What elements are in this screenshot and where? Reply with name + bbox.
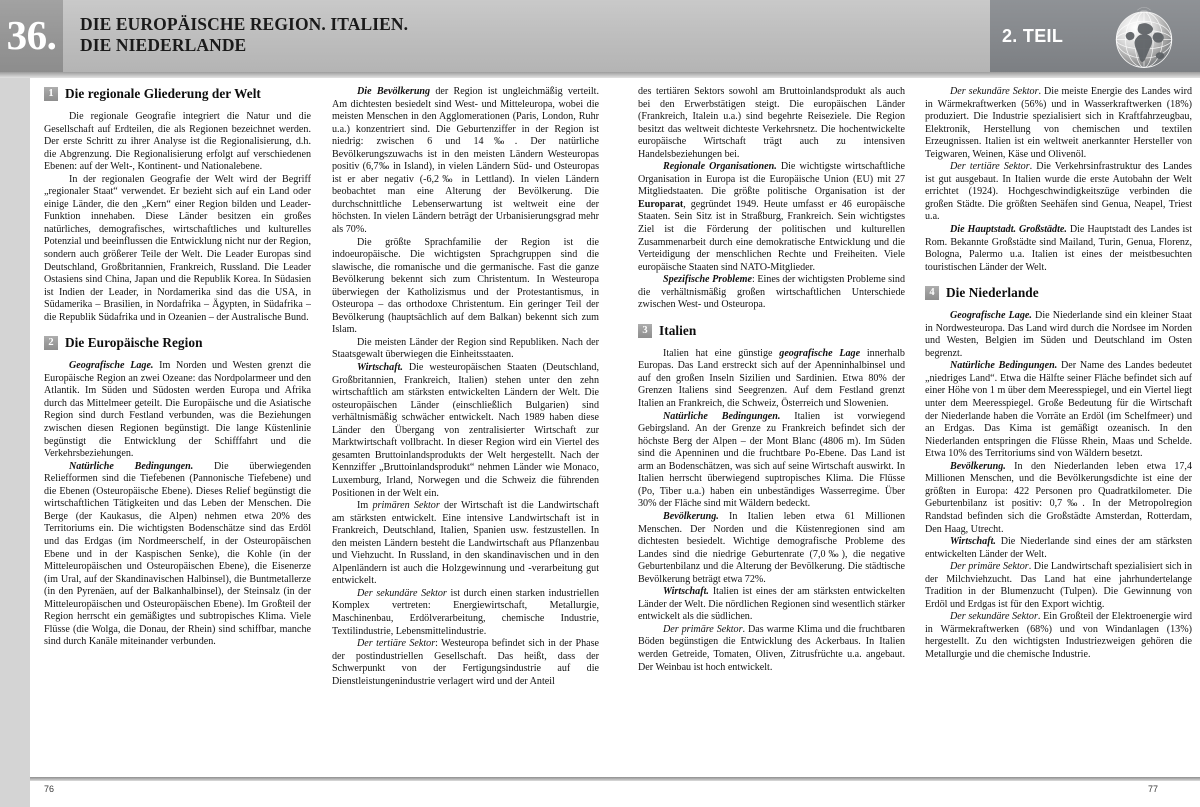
paragraph (925, 161, 1192, 224)
paragraph-emphasis: Der sekundäre Sektor (357, 587, 447, 599)
paragraph-lead-in: Natürliche Bedingungen. (69, 460, 194, 472)
paragraph-body: , gegründet 1949. Heute umfasst er 46 europäische Staaten. Sein Sitz ist in Straßburg, Frankreich. Sein wichtigstes Ziel ist die Förderung der politischen und kulturellen Zusammenarbeit durch eine demokratische Entwicklung und die Verteidigung der menschlichen Rechte und Freiheiten. Viele europäische Staaten sind NATO-Mitglieder. (638, 198, 905, 273)
paragraph-emphasis: Der sekundäre Sektor (950, 86, 1039, 97)
chapter-number-badge (0, 0, 63, 72)
paragraph-body: Italien ist eines der am stärksten entwickelten Länder der Welt. Die nördlichen Regionen sind wesentlich stärker entwickelt als die südlichen. (638, 586, 905, 623)
paragraph (638, 586, 905, 624)
paragraph-body: Die wichtigste wirtschaftliche Organisation in Europa ist die Europäische Union (EU) mit 27 Mitgliedstaaten. Die größte politische Organisation ist der (638, 161, 905, 198)
paragraph-body: ist durch einen starken industriellen Komplex vertreten: Energiewirtschaft, Metallurgie, Maschinenbau, Erdölverarbeitung, chemische Industrie, Textilindustrie, Lebensmittelindustrie. (332, 587, 599, 637)
page-title-line-2: DIE NIEDERLANDE (80, 35, 247, 55)
paragraph-lead-in: Natürliche Bedingungen. (950, 360, 1058, 372)
paragraph-lead-in: Die Hauptstadt. Großstädte. (950, 224, 1067, 236)
section-heading-3 (638, 323, 905, 339)
paragraph (925, 461, 1192, 536)
paragraph-body: Die Niederlande sind eines der am stärksten entwickelten Länder der Welt. (925, 536, 1192, 560)
paragraph-body: . Die meiste Energie des Landes wird in Wärmekraftwerken (56%) und in Wasserkraftwerken (18%) produziert. Die Industrie spezialisiert sich in Kraftfahrzeugbau, Elektronik, Herstellung von chemischen und textilen Erzeugnissen. Italien ist ein weltweit anerkannter Hersteller von Teigwaren, Weinen, Käse und Olivenöl. (925, 86, 1192, 160)
page-header (0, 0, 1200, 72)
paragraph-bold-term: Europarat (638, 198, 684, 210)
paragraph (332, 500, 599, 588)
paragraph-lead-in: Spezifische Probleme (663, 274, 752, 286)
paragraph-body: Die Hauptstadt des Landes ist Rom. Bekannte Großstädte sind Mailand, Turin, Genua, Florenz, Bologna, Palermo u.a. Italien ist eines der meistbesuchten touristischen Länder der Welt. (925, 224, 1192, 273)
paragraph-lead-in: Regionale Organisationen. (663, 161, 777, 173)
paragraph-emphasis: Der tertiäre Sektor (950, 161, 1030, 173)
paragraph (925, 310, 1192, 360)
section-number-badge: 4 (925, 286, 939, 300)
paragraph (638, 624, 905, 674)
paragraph-emphasis: primären Sektor (372, 500, 440, 512)
paragraph-lead-in: Die Bevölkerung (357, 86, 431, 97)
paragraph-emphasis: Der tertiäre Sektor (357, 638, 436, 650)
paragraph-body: : Westeuropa befindet sich in der Phase der postindustriellen Gesellschaft. Das heißt, dass der Schwerpunkt von der Fertigungsindustrie auf die Dienstleistungenindustrie verlagert wird und der Anteil (332, 638, 599, 687)
section-heading-4 (925, 285, 1192, 301)
text-column-4 (925, 86, 1192, 776)
paragraph (44, 360, 311, 460)
paragraph-body: Der Name des Landes bedeutet „niedriges Land“. Etwa die Hälfte seiner Fläche befindet sich auf einer Höhe von 1 m über dem Meeresspiegel, und ein Viertel liegt unter dem Meeresspiegel. Große Bedeutung für die Wirtschaft der Niederlande haben die Vorräte an Erdöl (im Schelfmeer) und an Erdgas. Das Kima ist gemäßigt ozeanisch. In den Niederlanden entspringen die Flüsse Rhein, Maas und Schelde. Etwa 10% des Territoriums sind von Wäldern besetzt. (925, 360, 1192, 460)
paragraph (925, 86, 1192, 161)
paragraph (332, 86, 599, 237)
paragraph-body: . Das warme Klima und die fruchtbaren Böden begünstigen die Entwicklung des Ackerbaus. In Italien werden Getreide, Tomaten, Oliven, Zitrusfrüchte u.a. angebaut. Der Weinbau ist hoch entwickelt. (638, 623, 905, 673)
paragraph-lead-in: Bevölkerung. (950, 460, 1006, 472)
section-number-badge: 3 (638, 324, 652, 338)
paragraph-body: . Die Verkehrsinfrastruktur des Landes ist gut ausgebaut. In Italien wurde die erste Autobahn der Welt errichtet (1924). Hochgeschwindigkeitszüge verbinden die großen Städte. Die größten Seehäfen sind Genua, Neapel, Triest u.a. (925, 161, 1192, 223)
header-underline (0, 72, 1200, 78)
paragraph (925, 561, 1192, 611)
paragraph-lead-in: Bevölkerung. (663, 510, 719, 522)
paragraph-body: der Wirtschaft ist die Landwirtschaft am stärksten entwickelt. Eine intensive Landwirtschaft ist in Frankreich, Deutschland, Italien, Spanien usw. festzustellen. In den meisten Ländern besteht die Landwirtschaft aus Pflanzenbau und Viehzucht. In Russland, in den skandinavischen und in den Alpenländern ist auch die Holzgewinnung und -verarbeitung gut entwickelt. (332, 500, 599, 587)
paragraph-body: Italien ist vorwiegend Gebirgsland. An der Grenze zu Frankreich befindet sich der höchste Berg der Alpen – der Mont Blanc (4806 m). Im Süden sind die Apenninen und die fruchtbare Po-Ebene. Das Land ist arm an Bodenschätzen, was sich auf seine Wirtschaft auswirkt. In Italien herrscht überwiegend suptropisches Klima. Die Flüsse (Po, Tiber u.a.) haben ein unbeständiges Wasserregime. Über 30% der Fläche sind mit Wäldern bedeckt. (638, 410, 905, 510)
paragraph-body: In den Niederlanden leben etwa 17,4 Millionen Menschen, und die Bevölkerungsdichte ist eine der größten in Europa: 422 Personen pro Quadratkilometer. Die Geburtenbilanz ist positiv: 0,7‰. In der Metropolregion Randstad befinden sich die Großstädte Amsterdan, Rotterdam, Den Haag, Utrecht. (925, 460, 1192, 535)
section-title: Die regionale Gliederung der Welt (65, 86, 261, 101)
text-column-3 (638, 86, 905, 776)
paragraph (638, 348, 905, 411)
paragraph: Die meisten Länder der Region sind Republiken. Nach der Staatsgewalt überwiegen die Einheitsstaaten. (332, 336, 599, 361)
footer-rule (30, 777, 1200, 781)
paragraph: des tertiären Sektors sowohl am Bruttoinlandsprodukt als auch bei den Erwerbstätigen steigt. Die europäischen Länder (Frankreich, Italein u.a.) sind begehrte Reiseziele. Die Region besitzt das weltweit dichteste Verkehrsnetz. Die hochentwickelte europäische Wirtschaft trägt auch zu intensiven Handelsbeziehungen bei. (638, 86, 905, 160)
body-columns (0, 86, 1200, 776)
paragraph-emphasis: Der primäre Sektor (663, 623, 743, 635)
paragraph-prefix: Italien hat eine günstige (663, 347, 780, 359)
paragraph (332, 362, 599, 500)
page-number-left: 76 (44, 784, 55, 794)
paragraph-body: . Ein Großteil der Elektroenergie wird in Wärmekraftwerken (68%) und von Windanlagen (13%) hergestellt. Zu den wichtigsten Industriezweigen gehören die Metallurgie und die chemische Industrie. (925, 611, 1192, 660)
section-title: Die Europäische Region (65, 335, 203, 351)
paragraph-lead-in: Wirtschaft. (357, 362, 403, 374)
paragraph-body: Im Norden und Westen grenzt die Europäische Region an zwei Ozeane: das Nordpolarmeer und den Atlantik. Im Süden und Südosten werden Europa und Afrika durch das Mittelmeer geteilt. Die Europäische und die Asiatische Region sind durch Festland verbunden, was die Beziehungen zwischen diesen Regionen begünstigt. Die lange Küstenlinie begünstigt die Entwicklung der Schifffahrt und die Verkehrsbeziehungen. (44, 360, 311, 460)
paragraph-body: Die westeuropäischen Staaten (Deutschland, Großbritannien, Frankreich, Italien) stehen unter den zehn wirtschaftlich am stärksten entwickelten Ländern der Welt. Die osteuropäischen Länder (einschließlich Bulgarien) sind verhältnismäßig schwächer entwickelt. Nach 1989 haben diese Länder den Übergang von zentralisierter Wirtschaft zur Marktwirtschaft vollbracht. In dieser Region wird ein Viertel des gesamten Bruttoinlandsprodukts der Welt hergestellt. Nach der Kennziffer „Bruttoinlandsprodukt“ nehmen Länder wie Monaco, Luxemburg, Irland, Norwegen und die Schweiz die führenden Positionen in der Welt ein. (332, 362, 599, 499)
paragraph-body: In Italien leben etwa 61 Millionen Menschen. Der Norden und die Küstenregionen sind am dichtesten besiedelt. Wichtige demografische Probleme des Landes sind die niedrige Geburtenrate (7,0‰), die negative Geburtenbilanz und die Alterung der Bevölkerung. Die städtische Bevölkerung beträgt etwa 72%. (638, 510, 905, 585)
paragraph (638, 511, 905, 586)
paragraph-body: Die Niederlande sind ein kleiner Staat in Nordwesteuropa. Das Land wird durch die Nordsee im Norden und Westen, Belgien im Süden und Deutschland im Osten begrenzt. (925, 310, 1192, 359)
paragraph-lead-in: Wirtschaft. (950, 536, 996, 548)
section-heading-1 (44, 86, 311, 102)
part-badge (990, 0, 1200, 72)
section-title: Italien (659, 322, 697, 338)
paragraph-body: der Region ist ungleichmäßig verteilt. Am dichtesten besiedelt sind West- und Mitteleuropa, wobei die meisten Menschen in den Agglomerationen (Paris, London, Ruhr u.a.) konzentriert sind. Die Geburtenziffer in der Region ist niedrig: zwischen 6 und 14‰. Der natürliche Bevölkerungszuwachs ist in den meisten Ländern Westeuropas positiv (6,7‰ in Island), in vielen Ländern Süd- und Osteuropas ist er aber negativ (-6,2‰ in Lettland). In vielen Ländern beobachtet man eine Alterung der Bevölkerung. Die durchschnittliche Lebenserwartung ist weltweit eine der höchsten. In vielen Ländern beträgt der Urbanisierungsgrad mehr als 70%. (332, 86, 599, 236)
paragraph-emphasis: Der sekundäre Sektor (950, 611, 1038, 623)
section-title: Die Niederlande (946, 285, 1039, 301)
paragraph-lead-in: Geografische Lage. (950, 310, 1032, 322)
paragraph-lead-in: Natürliche Bedingungen. (663, 410, 781, 422)
paragraph-emphasis: Der primäre Sektor (950, 561, 1029, 573)
text-column-2 (332, 86, 599, 776)
paragraph (925, 536, 1192, 561)
paragraph (925, 611, 1192, 661)
chapter-number: 36. (6, 11, 57, 58)
paragraph-lead-in: Geografische Lage. (69, 360, 154, 372)
paragraph-lead-in: Wirtschaft. (663, 586, 709, 598)
page-number-right: 77 (1147, 784, 1158, 794)
paragraph-emphasis: geografische Lage (779, 347, 861, 359)
paragraph (638, 411, 905, 511)
paragraph (638, 274, 905, 312)
paragraph-prefix: Im (357, 500, 373, 512)
paragraph-body: Die überwiegenden Reliefformen sind die Tiefebenen (Pannonische Tiefebene) und die Ebenen (Osteuropäische Ebene). Dieses Relief begünstigt die wirtschaftlichen Tätigkeiten und das Leben der Menschen. Die Berge (der Kaukasus, die Alpen) nehmen etwa 20% des Territoriums ein. Die wichtigsten Bodenschätze sind das Erdöl und das Erdgas (im Nordmeerschelf, in der Osteuropäischen Ebene und in der Kaspischen Senke), die Kohle (in der Mitteleuropäischen und Osteuropäischen Ebene), die Eisenerze (im Ural, auf der Skandinavischen Halbinsel), die Buntmetallerze (in den Pyrenäen, auf der Balkanhalbinsel), der Steinsalz (in der Mitteleuropäischen und Osteuropäischen Ebene). Im Großteil der Region herrscht ein gemäßigtes und subtropisches Klima. Viele Flüsse (die Wolga, die Donau, der Rhein) sind schiffbar, manche sind durch Kanäle miteinander verbunden. (44, 460, 311, 648)
section-number-badge: 1 (44, 87, 58, 101)
paragraph-body: : Eines der wichtigsten Probleme sind die verhältnismäßig großen wirtschaftlichen Unterschiede zwischen West- und Osteuropa. (638, 274, 905, 311)
paragraph (332, 588, 599, 638)
paragraph: Die größte Sprachfamilie der Region ist die indoeuropäische. Die wichtigsten Sprachgruppen sind die slawische, die romanische und die germanische. Fast die ganze Bevölkerung bekennt sich zum Christentum. In Westeuropa überwiegen der Katholizismus und der Protestantismus, in Osteuropa – das orthodoxe Christentum. Ein geringer Teil der Bevölkerung (hauptsächlich auf dem Balkan) bekennt sich zum Islam. (332, 236, 599, 336)
paragraph (44, 461, 311, 649)
section-number-badge: 2 (44, 336, 58, 350)
globe-icon (1102, 0, 1186, 80)
section-heading-2 (44, 335, 311, 351)
paragraph-body: innerhalb Europas. Das Land erstreckt sich auf der Apenninhalbinsel und auf den großen Inseln Sizilien und Sardinien. Etwa 80% der Grenzen Italiens sind Seegrenzen. Auf dem Festland grenzt Italien an Frankreich, die Schweiz, Österreich und Slowenien. (638, 347, 905, 410)
paragraph-body: . Die Landwirtschaft spezialisiert sich in der Milchviehzucht. Das Land hat eine jahrhundertelange Tradition in der Blumenzucht (Tulpen). Die Gewinnung von Erdöl und Erdgas ist für den Export wichtig. (925, 561, 1192, 610)
page-title (80, 14, 780, 56)
text-column-1 (44, 86, 311, 776)
paragraph: Die regionale Geografie integriert die Natur und die Gesellschaft auf Erdteilen, die als Regionen bezeichnet werden. Der erste Schritt zu ihrer Analyse ist die Regionalisierung, d.h. die Abgrenzung. Die Regionalisierung erfolgt auf verschiedenen Ebenen: auf der Welt-, Kontinent- und Nationalebene. (44, 111, 311, 173)
paragraph (332, 638, 599, 688)
page-title-line-1: DIE EUROPÄISCHE REGION. ITALIEN. (80, 14, 409, 34)
paragraph: In der regionalen Geografie der Welt wird der Begriff „regionaler Staat“ verwendet. Er bezieht sich auf ein Land oder einige Länder, die den „Kern“ einer Region bilden und Leader-Funktion innehaben. Diese Länder besitzen ein großes natürliches, demografisches, wirtschaftliches und kulturelles Potenzial und beeinflussen die Entwicklung nicht nur der Region, sondern auch größerer Teile der Welt. Die Leader Europas sind Deutschland, Großbritannien, Frankreich, Russland. Die Leader Ostasiens sind China, Japan und die Republik Korea. In Südasien ist Indien der Leader, in Nordamerika sind das die USA, in Südamerika – Brasilien, in Nordafrika – Ägypten, in Südafrika – die Republik Südafrika und in Ozeanien – der Australische Bund. (44, 173, 311, 323)
paragraph (925, 224, 1192, 274)
part-label: 2. TEIL (1002, 26, 1064, 46)
paragraph (925, 360, 1192, 460)
paragraph (638, 161, 905, 274)
